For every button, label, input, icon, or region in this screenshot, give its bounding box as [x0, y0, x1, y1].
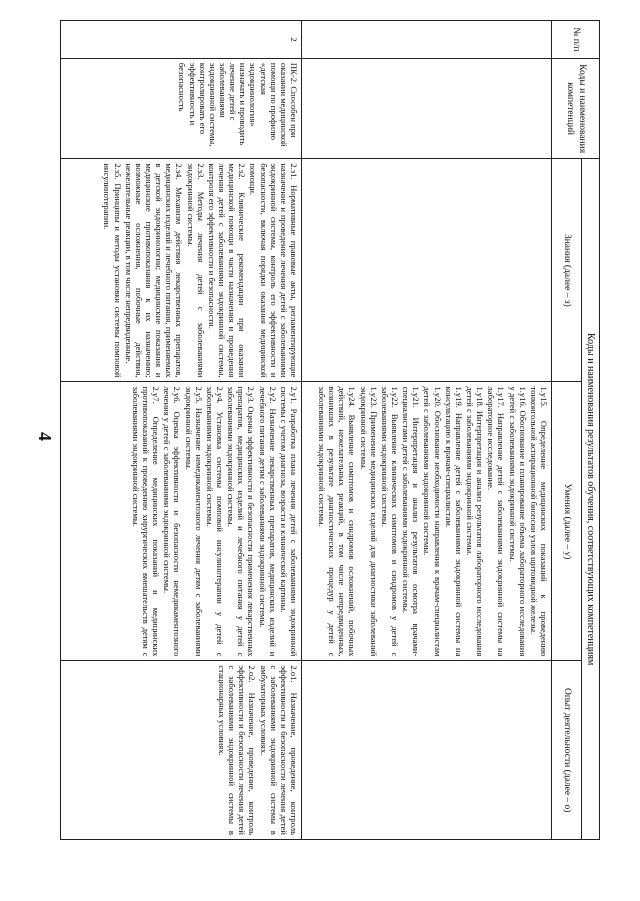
header-num: № п/п: [552, 21, 600, 59]
cell-paragraph: 1.у22. Выявление клинических симптомов и синдромов у детей с заболеваниями эндокринной системы.: [379, 386, 401, 657]
header-experience: Опыт деятельности (далее – о): [552, 661, 582, 840]
row-skills: [61, 382, 302, 661]
cell-paragraph: 1.у16. Обоснование и планирование объема лабораторного исследования у детей с заболеваниями эндокринной системы.: [507, 386, 528, 657]
cell-paragraph: 2.з1. Нормативные правовые акты, регламентирующие назначение и проведение лечения детей с заболеваниями эндокринной системы, контроль его эффективности и безопасности, включая порядки оказания медицинской помощи.: [248, 163, 299, 378]
competency-table: [60, 20, 600, 840]
cell-paragraph: 2.у6. Оценка эффективности и безопасности немедикаментозного лечения у детей с заболеваниями эндокринной системы.: [162, 386, 183, 657]
rotated-table-container: [60, 20, 600, 840]
cell-paragraph: 2.о2. Назначение, проведение, контроль эффективности и безопасности лечения детей с заболеваниями эндокринной системы в стационарных условиях.: [217, 665, 258, 835]
row-code: [302, 58, 552, 158]
cell-paragraph: 2.у2. Назначение лекарственных препаратов, медицинских изделий и лечебного питания детям с заболеваниями эндокринной системы.: [257, 386, 278, 657]
cell-paragraph: 2.у5. Назначение немедикаментозного лечения детям с заболеваниями эндокринной системы.: [183, 386, 204, 657]
row-knowledge: [302, 159, 552, 382]
row-experience: [61, 661, 302, 840]
cell-paragraph: 2.з2. Клинические рекомендации при оказании медицинской помощи в части назначения и проведения лечения детей с заболеваниями эндокринной системы, контроля его эффективности и безопасности.: [206, 163, 248, 378]
cell-paragraph: 1.у21. Интерпретация и анализ результатов осмотра врачами-специалистами детей с заболеваниями эндокринной системы.: [401, 386, 422, 657]
header-skills: Умения (далее – у): [552, 382, 582, 661]
cell-paragraph: 2.о1. Назначение, проведение, контроль эффективности и безопасности лечения детей с заболеваниями эндокринной системы в амбулаторных условиях.: [258, 665, 299, 835]
header-knowledge: Знания (далее – з): [552, 159, 582, 382]
cell-paragraph: 1.у17. Направление детей с заболеваниями эндокринной системы на лабораторное исследование.: [486, 386, 507, 657]
row-code: ПК-2. Способен при оказании медицинской помощи по профилю «детская эндокринология» назначать и проводить лечение детей с заболеваниями эндокринной системы, контролировать его эффективность и безопасность: [61, 58, 302, 158]
cell-paragraph: 1.у23. Применение медицинских изделий для диагностики заболеваний эндокринной системы.: [358, 386, 379, 657]
cell-paragraph: 2.з3. Методы лечения детей с заболеваниями эндокринной системы.: [185, 163, 206, 378]
table-row: [61, 21, 302, 840]
header-code: Коды и наименования компетенций: [552, 58, 600, 158]
cell-paragraph: 2.у1. Разработка плана лечения детей с заболеваниями эндокринной системы с учетом диагноза, возраста и клинической картины.: [278, 386, 299, 657]
cell-paragraph: 2.у4. Установка системы помповой инсулинотерапии у детей с заболеваниями эндокринной системы.: [204, 386, 226, 657]
header-group: Коды и наименования результатов обучения, соответствующих компетенциям: [582, 159, 600, 840]
row-num: 2: [61, 21, 302, 59]
row-num: [302, 21, 552, 59]
header-row-1: [582, 21, 600, 840]
cell-paragraph: 1.у15. Определение медицинских показаний к проведению тонкоигольной аспирационной биопсии узлов щитовидной железы.: [528, 386, 549, 657]
row-skills: [302, 382, 552, 661]
cell-paragraph: 2.у3. Оценка эффективности и безопасности применения лекарственных препаратов, медицинских изделий и лечебного питания у детей с заболеваниями эндокринной системы.: [226, 386, 257, 657]
page-number: 4: [35, 432, 55, 441]
page-number-wrap: [35, 426, 60, 466]
cell-paragraph: 1.у20. Обоснование необходимости направления к врачам-специалистам детей с заболеваниями эндокринной системы.: [422, 386, 443, 657]
cell-paragraph: 1.у18. Интерпретация и анализ результатов лабораторного исследования детей с заболеваниями эндокринной системы.: [465, 386, 486, 657]
cell-paragraph: 1.у24. Выявление симптомов и синдромов осложнений, побочных действий, нежелательных реакций, в том числе непредвиденных, возникших в результате диагностических процедур у детей с заболеваниями эндокринной системы.: [317, 386, 358, 657]
row-knowledge: [61, 159, 302, 382]
cell-paragraph: 1.у19. Направление детей с заболеваниями эндокринной системы на консультацию к врачам-специалистам.: [443, 386, 464, 657]
row-experience: [302, 661, 552, 840]
cell-paragraph: 2.у7. Определение медицинских показаний и медицинских противопоказаний к проведению хирургических вмешательств детям с заболеваниями эндокринной системы.: [130, 386, 162, 657]
cell-paragraph: 2.з5. Принципы и методы установки системы помповой инсулинотерапии.: [102, 163, 123, 378]
cell-paragraph: 2.з4. Механизм действия лекарственных препаратов, медицинских изделий и лечебного питания, применяемых в детской эндокринологии; медицинские показания и медицинские противопоказания к их назначению; возможные осложнения, побочные действия, нежелательные реакции, в том числе непредвиденные.: [123, 163, 185, 378]
table-row: [302, 21, 552, 840]
